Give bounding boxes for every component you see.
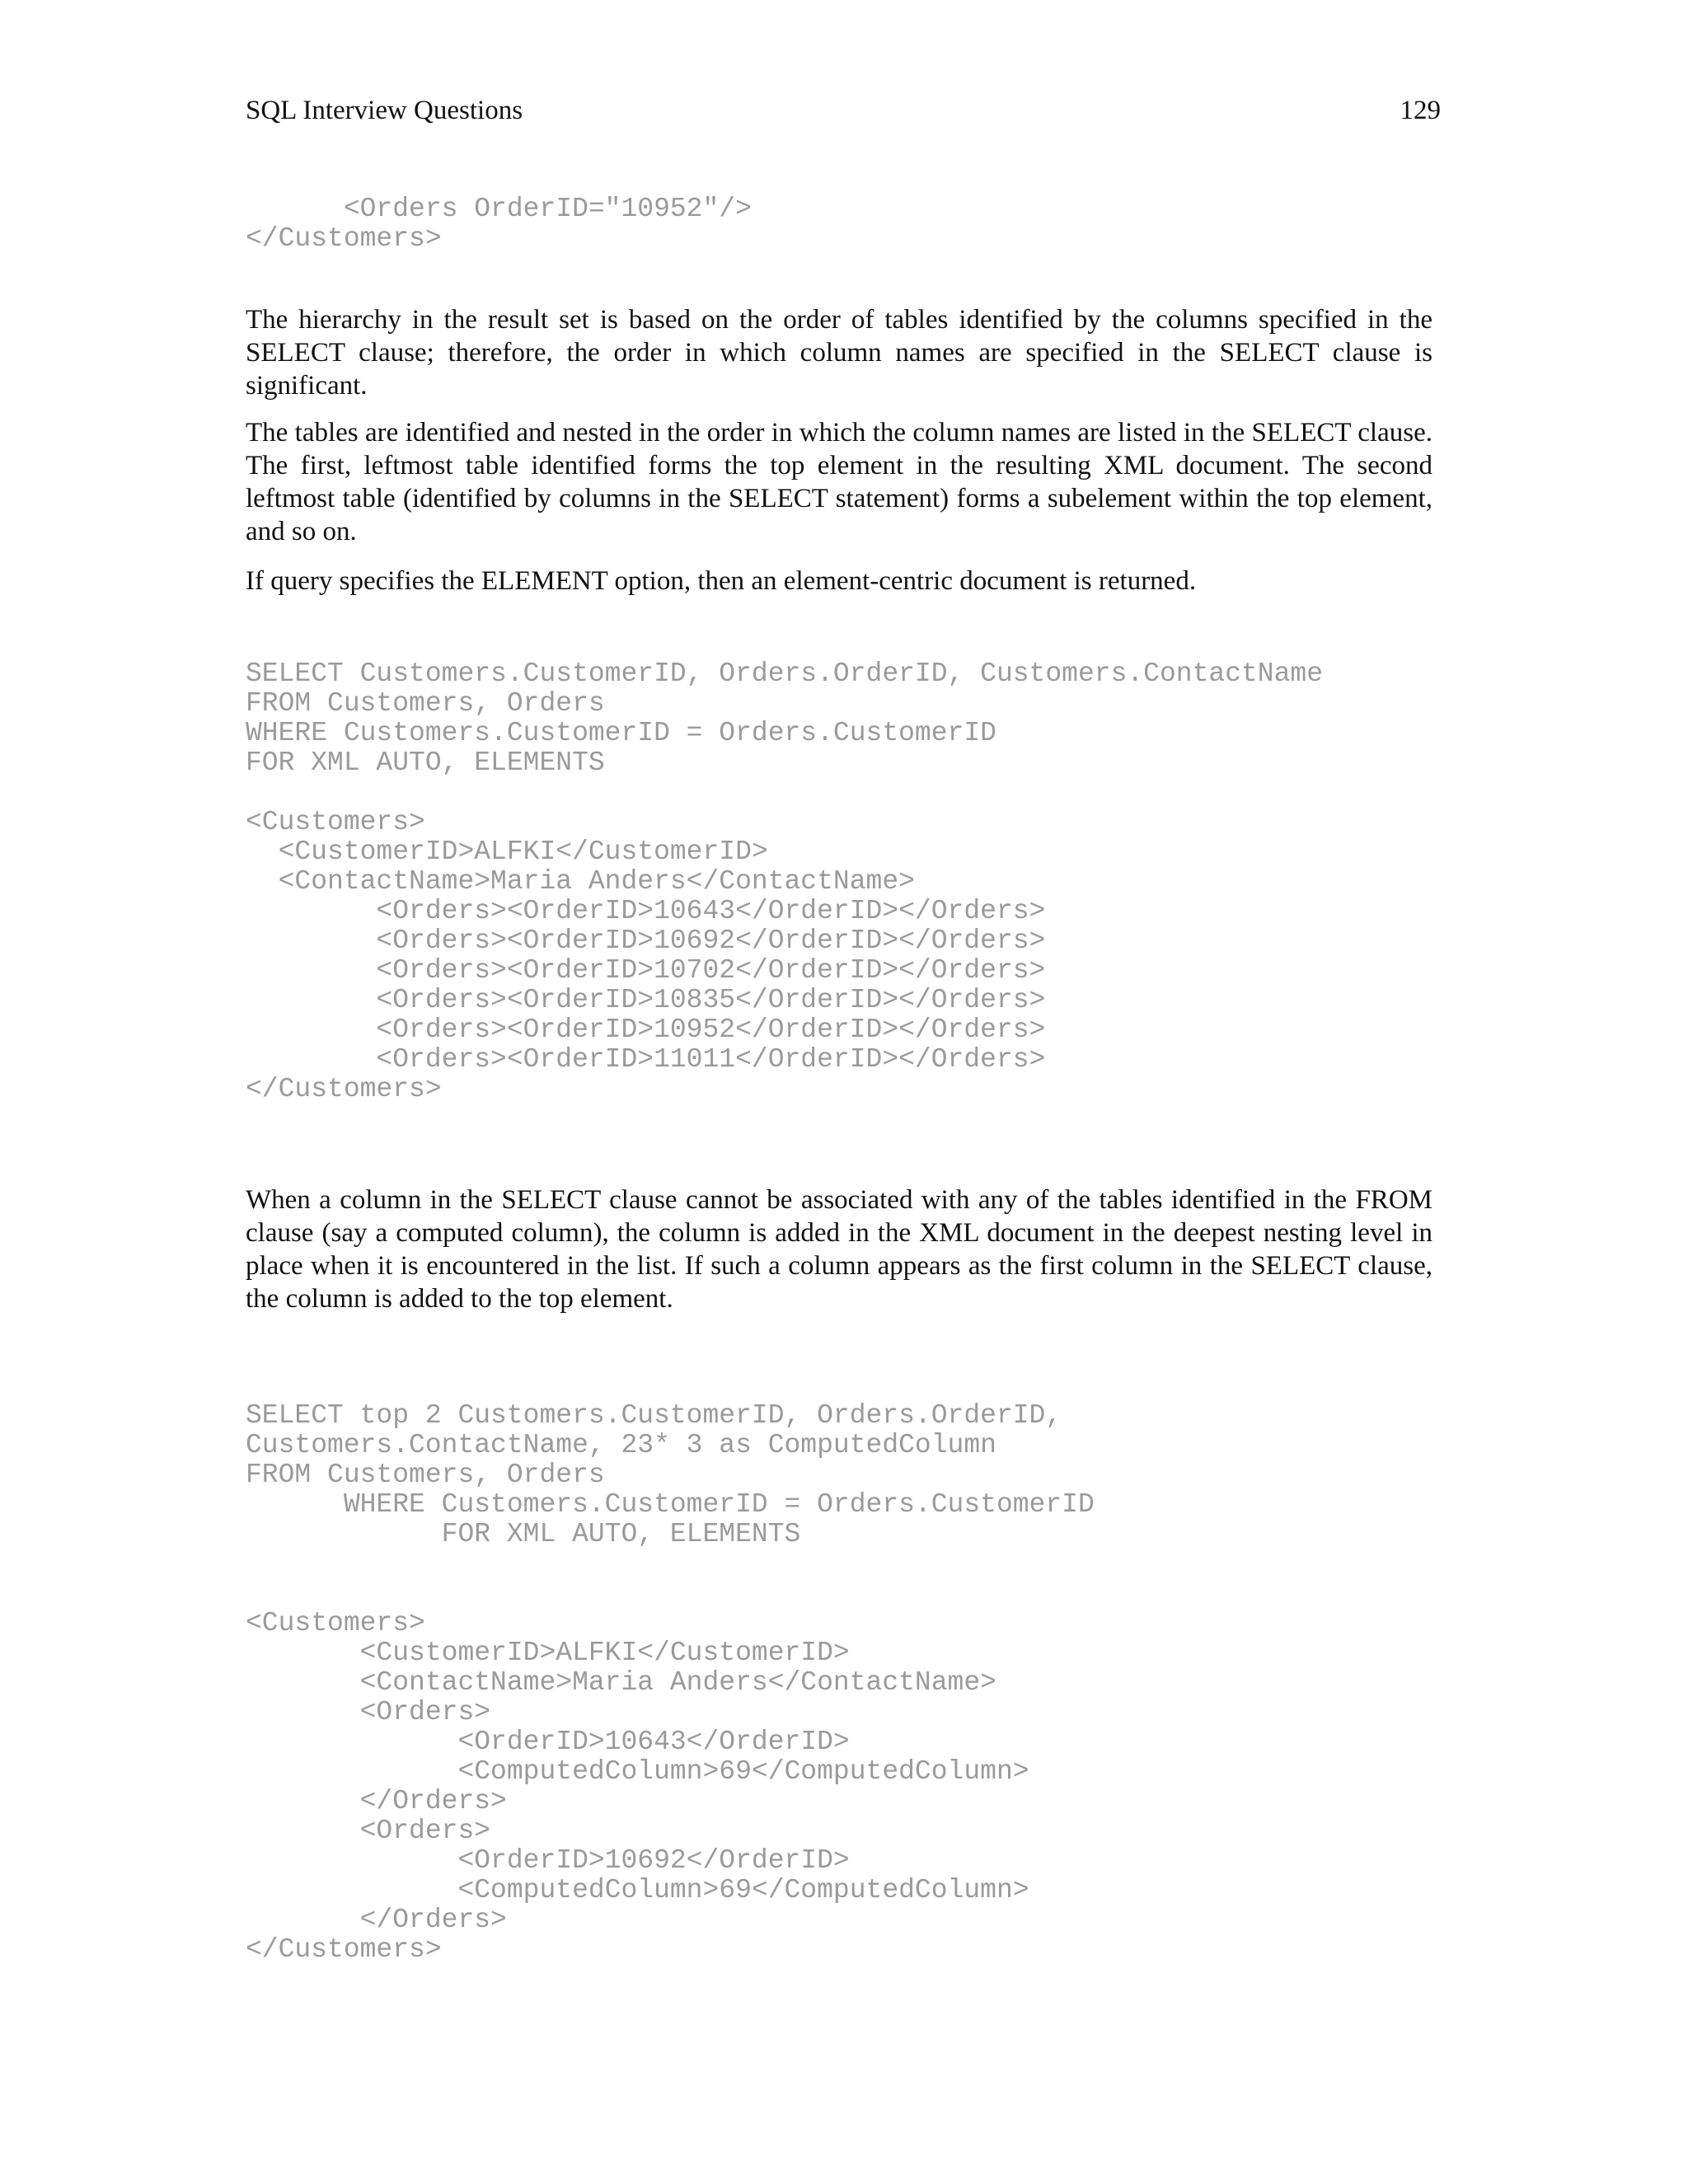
paragraph-hierarchy: The hierarchy in the result set is based on the order of tables identified by the columns specified in the SELECT clause; therefore, the order in which column names are specified in the SELECT clause is significant. <box>246 305 1432 401</box>
code-block-xml-fragment: <Orders OrderID="10952"/> </Customers> <box>246 194 752 254</box>
page-number: 129 <box>1400 96 1441 125</box>
code-block-select-elements: SELECT Customers.CustomerID, Orders.OrderID, Customers.ContactName FROM Customers, Orders WHERE Customers.CustomerID = Orders.CustomerID FOR XML AUTO, ELEMENTS <Customers> <CustomerID>ALFKI</CustomerID> <ContactName>Maria Anders</ContactName> <Orders><OrderID>10643</OrderID></Orders> <Orders><OrderID>10692</OrderID></Orders> <Orders><OrderID>10702</OrderID></Orders> <Orders><OrderID>10835</OrderID></Orders> <Orders><OrderID>10952</OrderID></Orders> <Orders><OrderID>11011</OrderID></Orders> </Customers> <box>246 658 1324 1104</box>
paragraph-nesting-order: The tables are identified and nested in the order in which the column names are listed in the SELECT clause. The first, leftmost table identified forms the top element in the resulting XML document. The second leftmost table (identified by columns in the SELECT statement) forms a subelement within the top element, and so on. <box>246 418 1432 546</box>
running-header-title: SQL Interview Questions <box>246 96 523 125</box>
code-block-xml-result: <Customers> <CustomerID>ALFKI</CustomerID> <ContactName>Maria Anders</ContactName> <Orders> <OrderID>10643</OrderID> <ComputedColumn>69</ComputedColumn> </Orders> <Orders> <OrderID>10692</OrderID> <ComputedColumn>69</ComputedColumn> </Orders> </Customers> <box>246 1608 1029 1965</box>
paragraph-element-option: If query specifies the ELEMENT option, then an element-centric document is returned. <box>246 566 1197 596</box>
paragraph-computed-column: When a column in the SELECT clause cannot be associated with any of the tables identified in the FROM clause (say a computed column), the column is added in the XML document in the deepest nesting level in place when it is encountered in the list. If such a column appears as the first column in the SELECT clause, the column is added to the top element. <box>246 1185 1432 1314</box>
code-block-select-computed: SELECT top 2 Customers.CustomerID, Orders.OrderID, Customers.ContactName, 23* 3 as ComputedColumn FROM Customers, Orders WHERE Customers.CustomerID = Orders.CustomerID FOR XML AUTO, ELEMENTS <box>246 1400 1095 1549</box>
